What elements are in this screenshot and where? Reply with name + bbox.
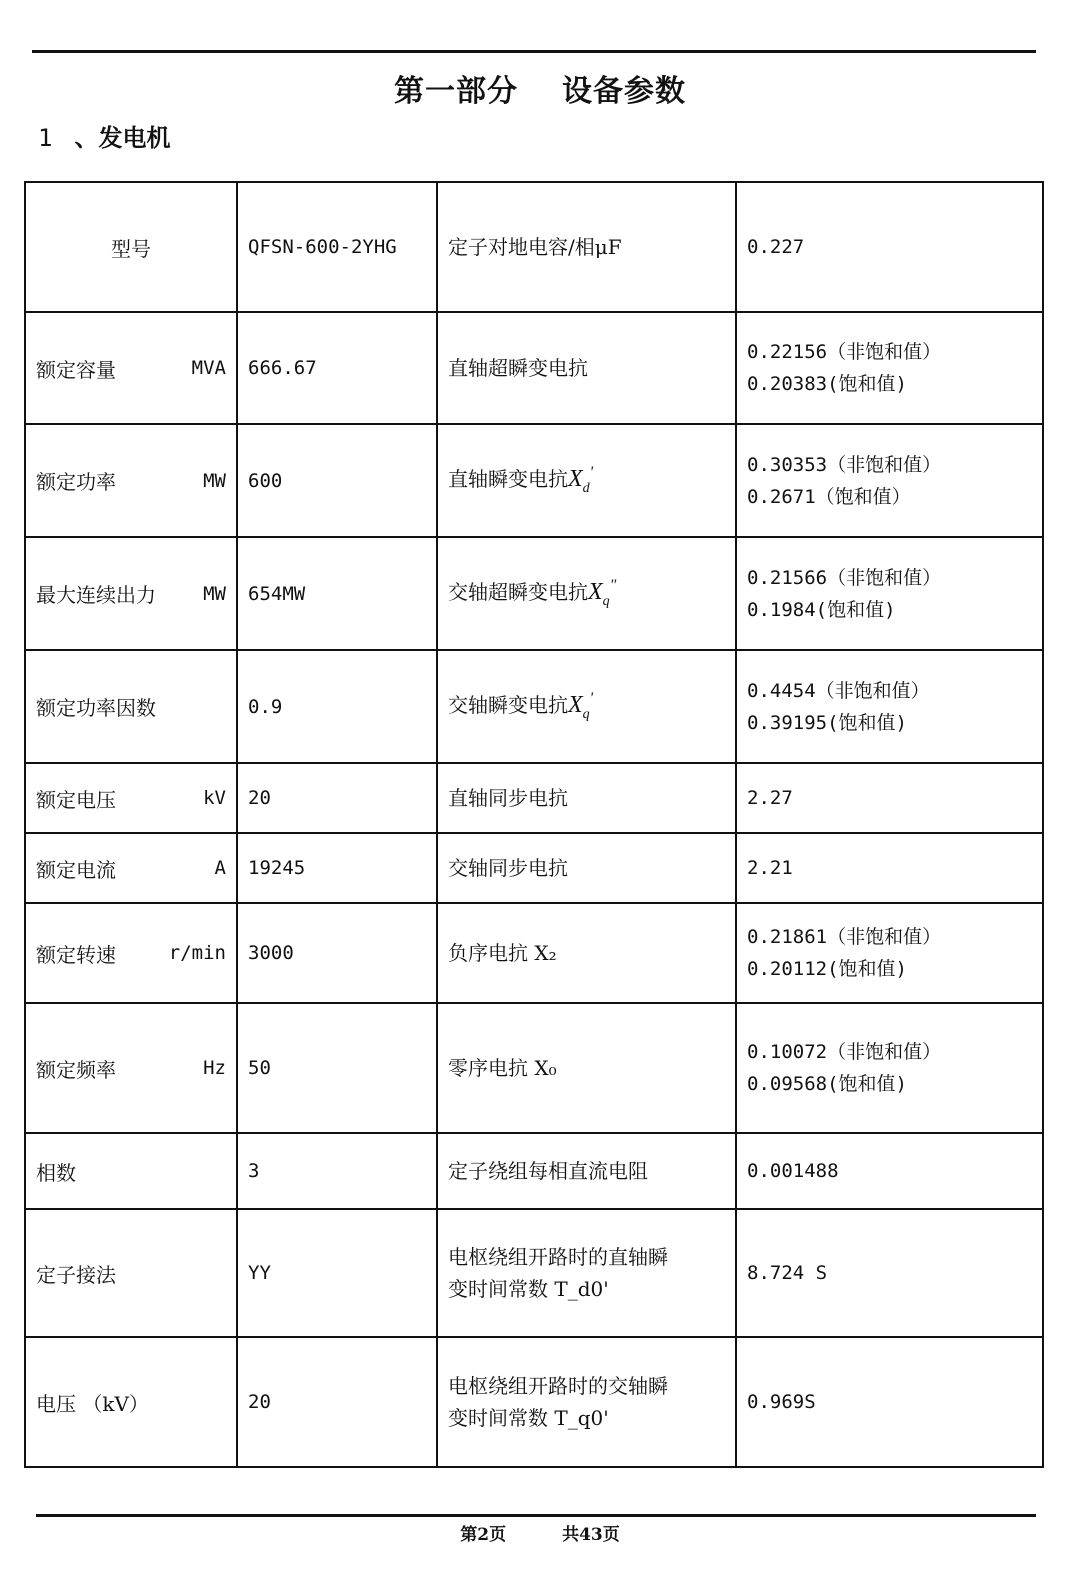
reactance-param-cell [437,312,736,424]
param-unit: MW [203,582,226,605]
header-rule [32,50,1036,53]
symbol-subscript: q [582,706,590,722]
param-unit: kV [203,787,226,809]
table-row [25,537,1043,650]
symbol-letter: X [568,691,583,718]
reactance-param-cell [437,182,736,312]
param-name: 额定电压 [36,787,116,812]
page-title [0,66,1080,110]
reactance-value-cell [736,537,1043,650]
reactance-param-name: 电枢绕组开路时的直轴瞬 [448,1245,668,1269]
reactance-param-cell [437,763,736,833]
symbol-letter: X [588,578,603,605]
unsaturated-value: 0.21566（非饱和值） [747,566,942,589]
unsaturated-value: 2.27 [747,787,793,809]
symbol-prime: ' [589,463,594,481]
param-name: 额定功率因数 [36,696,156,720]
reactance-param-name: 零序电抗 X₀ [448,1056,557,1080]
param-name: 额定频率 [36,1057,116,1082]
param-unit: Hz [203,1057,226,1079]
unsaturated-value: 0.969S [747,1391,816,1413]
reactance-value-cell [736,1003,1043,1133]
table-row [25,182,1043,312]
param-unit: r/min [168,942,226,964]
param-name-cell [25,182,237,312]
saturated-value: 0.1984(饱和值) [747,598,896,621]
section-title: 、发电机 [74,123,171,152]
param-value: 19245 [237,833,437,903]
param-name: 额定容量 [36,357,116,382]
reactance-symbol [568,463,594,496]
symbol-prime: " [609,576,617,594]
reactance-param-name: 定子绕组每相直流电阻 [448,1159,648,1183]
param-value: 600 [237,424,437,537]
param-value: 3 [237,1133,437,1209]
param-value: YY [237,1209,437,1337]
saturated-value: 0.20383(饱和值) [747,373,907,395]
param-name-cell [25,763,237,833]
reactance-param-cell [437,650,736,763]
table-row [25,650,1043,763]
reactance-value-cell [736,182,1043,312]
saturated-value: 0.2671（饱和值） [747,485,911,508]
param-name-cell [25,312,237,424]
param-unit: MVA [191,357,226,379]
table-row [25,1003,1043,1133]
param-name-cell [25,650,237,763]
title-subject: 设备参数 [562,74,686,109]
param-unit: A [214,857,226,879]
param-name-cell [25,537,237,650]
page-number: 第2页 [460,1525,507,1545]
table-row [25,424,1043,537]
unsaturated-value: 2.21 [747,857,793,879]
param-value: 654MW [237,537,437,650]
param-name-cell [25,424,237,537]
reactance-value-cell [736,650,1043,763]
reactance-param-name: 直轴瞬变电抗 [448,466,568,491]
param-name: 最大连续出力 [36,583,156,607]
param-unit: MW [203,469,226,492]
generator-parameters-table [24,181,1044,1468]
reactance-value-cell [736,424,1043,537]
param-name: 额定功率 [36,470,116,494]
section-number: 1 [38,124,53,152]
param-name: 相数 [36,1160,76,1185]
reactance-param-name: 交轴瞬变电抗 [448,692,568,717]
unsaturated-value: 0.22156（非饱和值） [747,341,942,363]
reactance-value-cell [736,1209,1043,1337]
param-name: 型号 [111,236,151,261]
param-name-cell [25,833,237,903]
reactance-value-cell [736,763,1043,833]
unsaturated-value: 0.30353（非饱和值） [747,453,942,476]
symbol-letter: X [568,465,583,492]
reactance-param-name: 交轴同步电抗 [448,856,568,880]
param-name-cell [25,1337,237,1467]
reactance-value-cell [736,312,1043,424]
unsaturated-value: 8.724 S [747,1262,828,1284]
param-name: 电压 （kV） [36,1391,149,1416]
param-name: 额定电流 [36,857,116,882]
symbol-subscript: d [582,480,590,496]
param-name-cell [25,1133,237,1209]
reactance-param-cell [437,424,736,537]
unsaturated-value: 0.001488 [747,1160,839,1182]
page-total: 共43页 [562,1525,620,1545]
title-part: 第一部分 [394,74,518,109]
reactance-value-cell [736,903,1043,1003]
reactance-param-cell [437,537,736,650]
reactance-value-cell [736,833,1043,903]
param-value: 3000 [237,903,437,1003]
saturated-value: 0.39195(饱和值) [747,711,907,734]
reactance-value-cell [736,1337,1043,1467]
reactance-param-name: 定子对地电容/相μF [448,235,622,259]
reactance-param-name: 直轴超瞬变电抗 [448,356,588,380]
reactance-param-cell [437,1209,736,1337]
saturated-value: 0.20112(饱和值) [747,958,907,980]
reactance-param-name: 电枢绕组开路时的交轴瞬 [448,1374,668,1398]
param-name: 额定转速 [36,942,116,967]
reactance-param-cell [437,833,736,903]
saturated-value: 0.09568(饱和值) [747,1073,907,1095]
table-row [25,1337,1043,1467]
table-row [25,903,1043,1003]
reactance-param-name: 负序电抗 X₂ [448,941,557,965]
table-row [25,1133,1043,1209]
reactance-param-cell [437,903,736,1003]
reactance-param-name: 直轴同步电抗 [448,786,568,810]
page-footer [0,1520,1080,1545]
reactance-param-cell [437,1003,736,1133]
param-value: 666.67 [237,312,437,424]
param-name-cell [25,903,237,1003]
table-row [25,833,1043,903]
param-value: 20 [237,1337,437,1467]
symbol-prime: ' [589,689,594,707]
param-name: 定子接法 [36,1262,116,1287]
param-name-cell [25,1209,237,1337]
symbol-subscript: q [602,593,610,609]
footer-rule [36,1514,1036,1517]
reactance-value-cell [736,1133,1043,1209]
unsaturated-value: 0.10072（非饱和值） [747,1041,942,1063]
param-value: QFSN-600-2YHG [237,182,437,312]
reactance-param-name: 交轴超瞬变电抗 [448,579,588,604]
table-row [25,312,1043,424]
param-value: 0.9 [237,650,437,763]
reactance-symbol [568,689,594,722]
unsaturated-value: 0.227 [747,236,805,258]
reactance-param-cell [437,1337,736,1467]
reactance-param-name-cont: 变时间常数 T_q0' [448,1406,609,1430]
reactance-symbol [588,576,617,609]
table-row [25,1209,1043,1337]
unsaturated-value: 0.21861（非饱和值） [747,926,942,948]
section-heading [38,118,170,153]
param-value: 20 [237,763,437,833]
unsaturated-value: 0.4454（非饱和值） [747,679,930,702]
table-row [25,763,1043,833]
reactance-param-cell [437,1133,736,1209]
param-name-cell [25,1003,237,1133]
param-value: 50 [237,1003,437,1133]
reactance-param-name-cont: 变时间常数 T_d0' [448,1277,609,1301]
